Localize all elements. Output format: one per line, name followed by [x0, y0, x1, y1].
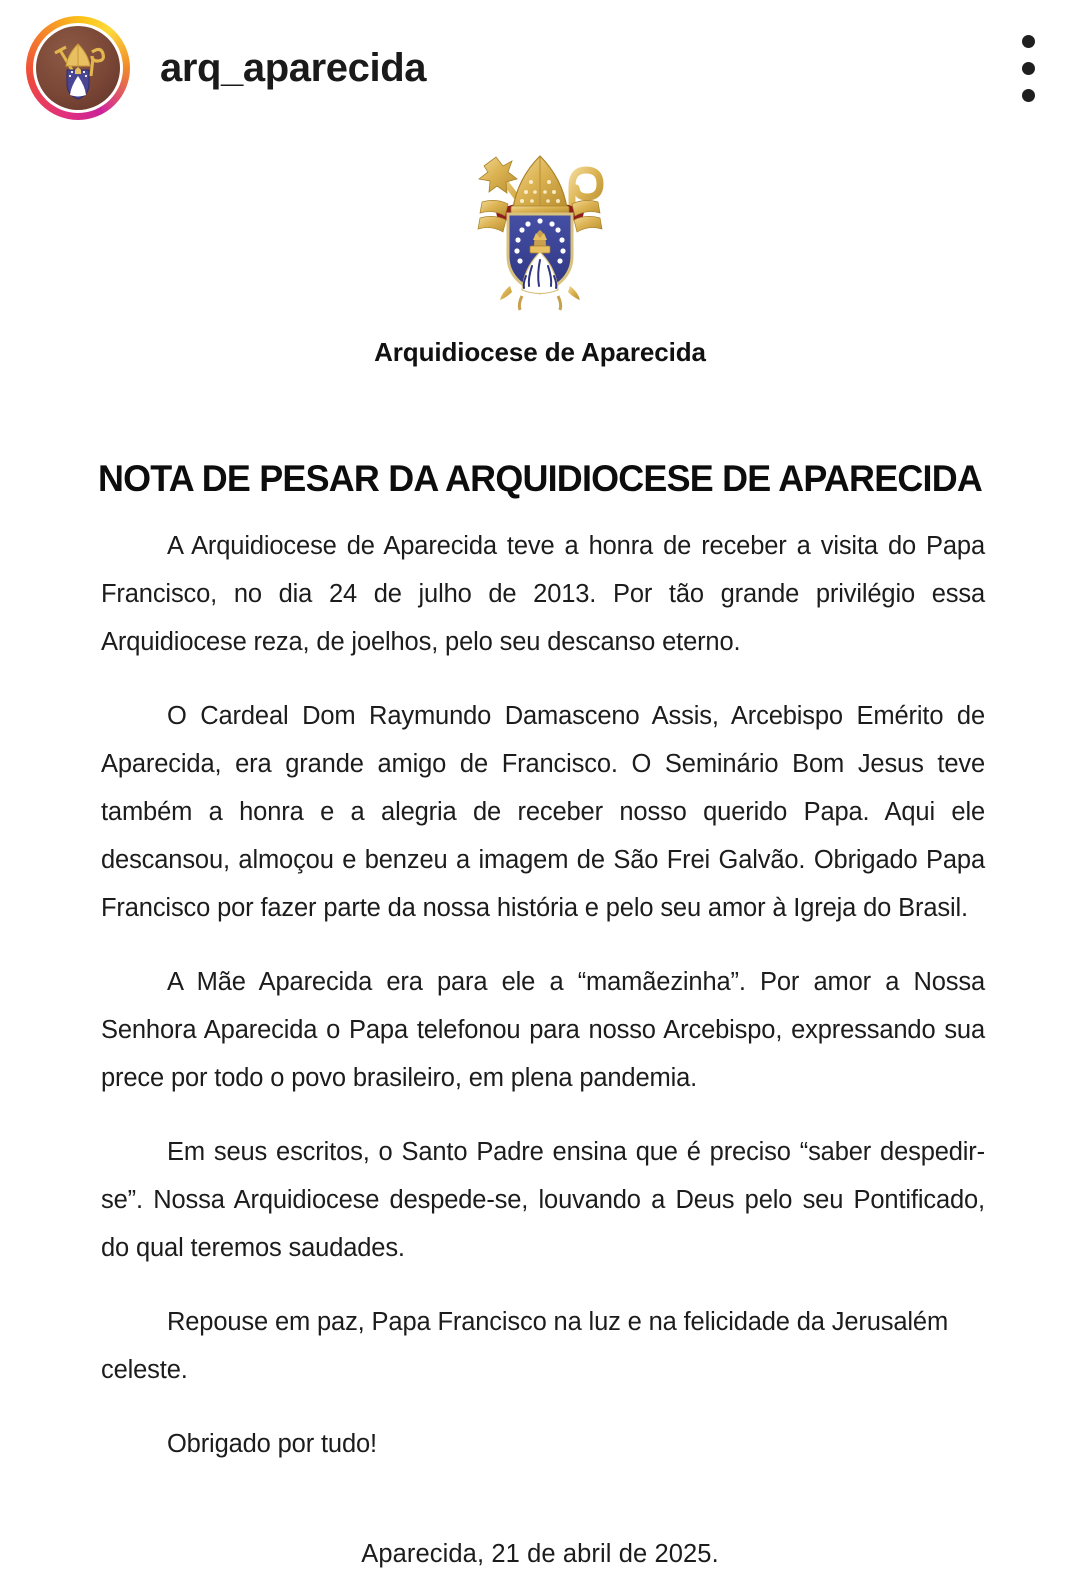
paragraph-1: A Arquidiocese de Aparecida teve a honra de receber a visita do Papa Francisco, no dia 24 de julho de 2013. Por tão grande privilégio essa Arquidiocese reza, de joelhos, pelo seu descanso eterno. [101, 532, 985, 656]
closing-dateline: Aparecida, 21 de abril de 2025. [361, 1540, 719, 1568]
dot-1 [1022, 35, 1035, 48]
dot-3 [1022, 89, 1035, 102]
crest-container [0, 146, 1080, 321]
account-username[interactable]: arq_aparecida [160, 46, 427, 90]
paragraph-5: Repouse em paz, Papa Francisco na luz e na felicidade da Jerusalém celeste. [101, 1308, 949, 1384]
dot-2 [1022, 62, 1035, 75]
post-image-document[interactable] [0, 136, 1080, 1569]
more-options-icon[interactable] [1006, 32, 1050, 104]
archdiocese-coat-of-arms-avatar-icon [36, 26, 120, 110]
document-title: NOTA DE PESAR DA ARQUIDIOCESE DE APARECIDA [97, 458, 983, 499]
avatar[interactable] [36, 26, 120, 110]
avatar-story-ring[interactable] [26, 16, 130, 120]
paragraph-4: Em seus escritos, o Santo Padre ensina que é preciso “saber despedir-se”. Nossa Arquidiocese despede-se, louvando a Deus pelo seu Pontificado, do qual teremos saudades. [101, 1138, 985, 1262]
paragraph-2: O Cardeal Dom Raymundo Damasceno Assis, Arcebispo Emérito de Aparecida, era grande amigo de Francisco. O Seminário Bom Jesus teve também a honra e a alegria de receber nosso querido Papa. Aqui ele descansou, almoçou e benzeu a imagem de São Frei Galvão. Obrigado Papa Francisco por fazer parte da nossa história e pelo seu amor à Igreja do Brasil. [101, 702, 985, 922]
paragraph-3: A Mãe Aparecida era para ele a “mamãezinha”. Por amor a Nossa Senhora Aparecida o Papa telefonou para nosso Arcebispo, expressando sua prece por todo o povo brasileiro, em plena pandemia. [101, 968, 985, 1092]
organization-name: Arquidiocese de Aparecida [374, 337, 706, 367]
archdiocese-coat-of-arms-icon [460, 146, 620, 321]
post-header [0, 0, 1080, 136]
paragraph-6: Obrigado por tudo! [167, 1430, 377, 1458]
avatar-inner-border [33, 23, 123, 113]
document-body [101, 522, 985, 1468]
